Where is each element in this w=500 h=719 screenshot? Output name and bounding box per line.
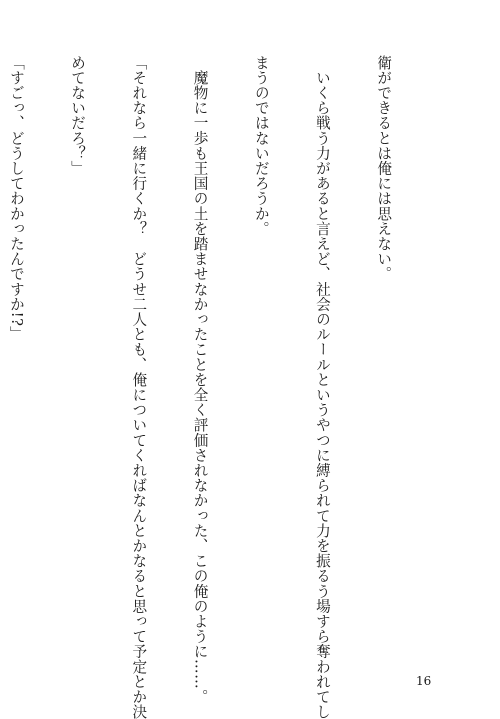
text-line: 「すごっ、どうしてわかったんですか!?」 (7, 55, 25, 342)
text-line: いくら戦う力があると言えど、社会のルールというやつに縛られて力を振るう場すら奪われてし (313, 55, 331, 719)
text-line: めてないだろ？」 (69, 55, 87, 176)
page-number: 16 (416, 674, 432, 688)
text-line: 魔物に一歩も王国の土を踏ませなかったことを全く評価されなかった、この俺のように……。 (191, 55, 209, 705)
text-line: 「それなら一緒に行くか？ どうせ二人とも、俺についてくればなんとかなると思って予定とか決 (130, 55, 148, 719)
text-line: まうのではないだろうか。 (252, 55, 270, 237)
text-line: 衛ができるとは俺には思えない。 (375, 55, 393, 282)
